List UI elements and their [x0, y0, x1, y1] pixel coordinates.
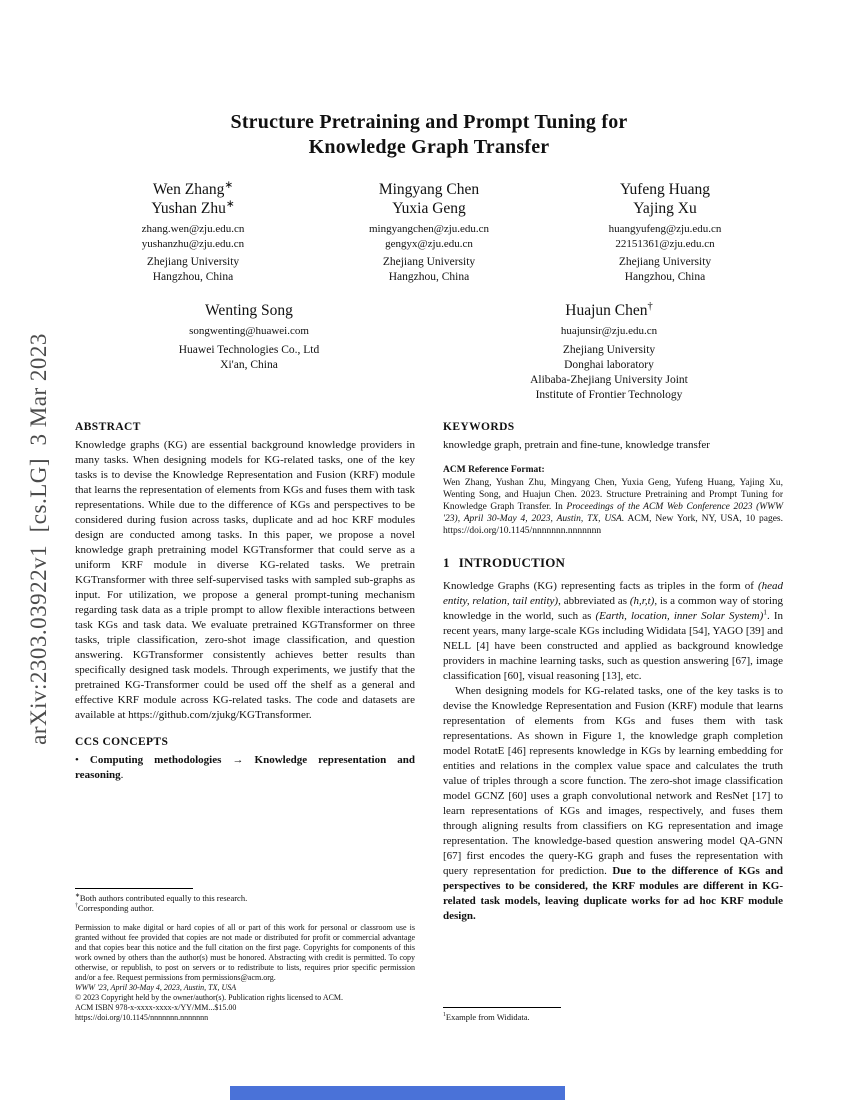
authors-row-1: [75, 180, 783, 285]
author-affiliation: Zhejiang University: [562, 343, 656, 356]
doi-link[interactable]: https://doi.org/10.1145/nnnnnnn.nnnnnnn: [75, 1012, 209, 1022]
author-email: huangyufeng@zju.edu.cn: [608, 223, 722, 235]
paper-content: [75, 110, 783, 1023]
footnote-rule: [75, 888, 193, 889]
abstract-heading: ABSTRACT: [75, 420, 141, 433]
right-column-footer: [443, 1007, 783, 1023]
footnote-marker: †: [647, 300, 653, 312]
author-affiliation: Hangzhou, China: [152, 271, 234, 283]
permission-text: Permission to make digital or hard copies of all or part of this work for personal or classroom use is granted without fee provided that copies are not made or distributed for profit or commercial advantage and that copies bear this notice and the full citation on the first page. Copyrights for components of this work owned by others than the author(s) must be honored. Abstracting with credit is permitted. To copy otherwise, or republish, to post on servers or to redistribute to lists, requires prior specific permission and/or a fee. Request permissions from permissions@acm.org.: [75, 922, 415, 982]
author-name: Yushan Zhu∗: [151, 198, 235, 217]
intro-footnote: $^1$Example from Wididata.: [443, 1012, 530, 1022]
author-affiliation: Huawei Technologies Co., Ltd: [178, 343, 320, 356]
author-email: songwenting@huawei.com: [189, 325, 309, 337]
author-affiliation: Institute of Frontier Technology: [535, 388, 683, 401]
author-affiliation: Alibaba-Zhejiang University Joint: [530, 373, 688, 386]
right-column: [443, 421, 783, 1023]
author-affiliation: Xi'an, China: [220, 358, 278, 371]
abstract-text: Knowledge graphs (KG) are essential background knowledge providers in many tasks. When designing models for KG-related tasks, one of the key tasks is to devise the Knowledge Representation and Fusion (KRF) module that learns the representation of elements from KGs and fuses them with task representations. While due to the difference of KGs and perspectives to be considered during fusion across tasks, duplicate and ad hoc KRF modules design are conducted among tasks. In this paper, we propose a novel knowledge graph pretraining model KGTransformer that could serve as a uniform KRF module in diverse KG-related tasks. We pretrain KGTransformer with three self-supervised tasks with sampled sub-graphs as input. For utilization, we propose a general prompt-tuning mechanism regarding task data as a triple prompt to allow flexible interactions between task KGs and task data. We evaluate pretrained KGTransformer on three tasks, triple classification, zero-shot image classification, and question answering. KGTransformer consistently achieves better results than specifically designed task models. Through experiments, we justify that the pretrained KG-Transformer could be used off the shelf as a general and effective KRF module across KG-related tasks. The code and datasets are available at https://github.com/zjukg/KGTransformer.: [75, 438, 415, 721]
venue-line: WWW '23, April 30-May 4, 2023, Austin, TX, USA: [75, 982, 237, 992]
footnote-marker: ∗: [224, 179, 234, 191]
copyright-line: © 2023 Copyright held by the owner/author(s). Publication rights licensed to ACM.: [75, 992, 344, 1002]
paper-title-line2: Knowledge Graph Transfer: [308, 136, 550, 158]
author-email: gengyx@zju.edu.cn: [385, 237, 473, 250]
author-affiliation: Hangzhou, China: [388, 271, 470, 283]
author-block-2: [311, 180, 547, 285]
permission-block: [75, 923, 415, 1023]
ccs-text: • Computing methodologies → Knowledge representation and reasoning.: [75, 753, 415, 781]
intro-paragraph-1: Knowledge Graphs (KG) representing facts as triples in the form of (head entity, relation, tail entity), abbreviated as (h,r,t), is a common way of storing knowledge in the world, such as (Earth, location, inner Solar System)$^1$. In recent years, many large-scale KGs including Wididata [54], YAGO [39] and NELL [4] have been constructed and applied as background knowledge providers in machine learning tasks, such as question answering [67], image classification [60], visual reasoning [13], etc.: [443, 579, 784, 682]
author-name: Wen Zhang∗: [152, 179, 234, 198]
bottom-blue-bar: [230, 1086, 565, 1100]
paper-title: [75, 110, 783, 160]
author-footnote-1: ∗Both authors contributed equally to this research.: [75, 892, 248, 903]
author-block-5: [484, 301, 734, 403]
arxiv-watermark: arXiv:2303.03922v1 [cs.LG] 3 Mar 2023: [26, 333, 51, 745]
author-email: yushanzhu@zju.edu.cn: [141, 237, 245, 250]
keywords-heading: KEYWORDS: [443, 420, 515, 433]
author-name: Wenting Song: [205, 302, 293, 319]
author-email: 22151361@zju.edu.cn: [615, 237, 715, 250]
author-affiliation: Hangzhou, China: [624, 271, 706, 283]
keywords-text: knowledge graph, pretrain and fine-tune, knowledge transfer: [443, 438, 710, 451]
author-email: mingyangchen@zju.edu.cn: [368, 223, 490, 235]
author-name: Yuxia Geng: [392, 200, 466, 217]
author-footnote-2: †Corresponding author.: [75, 903, 154, 913]
left-column: [75, 421, 415, 1023]
author-name: Huajun Chen†: [565, 300, 653, 319]
acm-ref-heading: ACM Reference Format:: [443, 464, 545, 475]
github-link[interactable]: https://github.com/zjukg/KGTransformer: [128, 708, 309, 721]
author-block-1: [75, 180, 311, 285]
author-affiliation: Zhejiang University: [146, 256, 240, 268]
footnote-marker: ∗: [225, 198, 235, 210]
author-name: Mingyang Chen: [378, 181, 480, 198]
two-column-body: [75, 421, 783, 1023]
author-block-3: [547, 180, 783, 285]
intro-paragraph-2: When designing models for KG-related tasks, one of the key tasks is to devise the Knowledge Representation and Fusion (KRF) module that learns representation of elements from KGs and fuses them with task representations. As shown in Figure 1, the knowledge graph completion model RotatE [46] represents knowledge in KGs by learning embedding for entities and relations in the complex value space and calculates the truth value of triples through a score function. The zero-shot image classification model GCNZ [60] uses a graph convolutional network and ResNet [17] to learn representations of KGs and images, respectively, and fuses them through aligning results from classifiers on KG representation and image representation. The knowledge-based question answering model QA-GNN [67] first encodes the query-KG graph and fuses the representation with query representation for prediction. Due to the difference of KGs and perspectives to be considered, the KRF modules are different in KG-related task models, leaving duplicate works for ad hoc KRF module design.: [443, 684, 783, 922]
author-name: Yufeng Huang: [620, 181, 710, 198]
acm-ref-text: Wen Zhang, Yushan Zhu, Mingyang Chen, Yuxia Geng, Yufeng Huang, Yajing Xu, Wenting Song, and Huajun Chen. 2023. Structure Pretraining and Prompt Tuning for Knowledge Graph Transfer. In Proceedings of the ACM Web Conference 2023 (WWW '23), April 30-May 4, 2023, Austin, TX, USA. ACM, New York, NY, USA, 10 pages. https://doi.org/10.1145/nnnnnnn.nnnnnnn: [443, 477, 784, 536]
footnote-rule: [443, 1007, 561, 1008]
paper-title-line1: Structure Pretraining and Prompt Tuning for: [230, 111, 628, 133]
author-name: Yajing Xu: [633, 200, 697, 217]
author-affiliation: Donghai laboratory: [564, 358, 654, 371]
author-affiliation: Zhejiang University: [618, 256, 712, 268]
ccs-heading: CCS CONCEPTS: [75, 735, 169, 748]
authors-row-2: [75, 301, 783, 403]
introduction-heading: 1 INTRODUCTION: [443, 554, 566, 570]
author-block-4: [124, 301, 374, 403]
author-affiliation: Zhejiang University: [382, 256, 476, 268]
author-email: zhang.wen@zju.edu.cn: [141, 223, 245, 235]
left-column-footer: [75, 888, 415, 1023]
isbn-line: ACM ISBN 978-x-xxxx-xxxx-x/YY/MM...$15.00: [75, 1002, 237, 1012]
author-email: huajunsir@zju.edu.cn: [560, 325, 658, 337]
footnote-ref-1: 1: [763, 606, 767, 616]
